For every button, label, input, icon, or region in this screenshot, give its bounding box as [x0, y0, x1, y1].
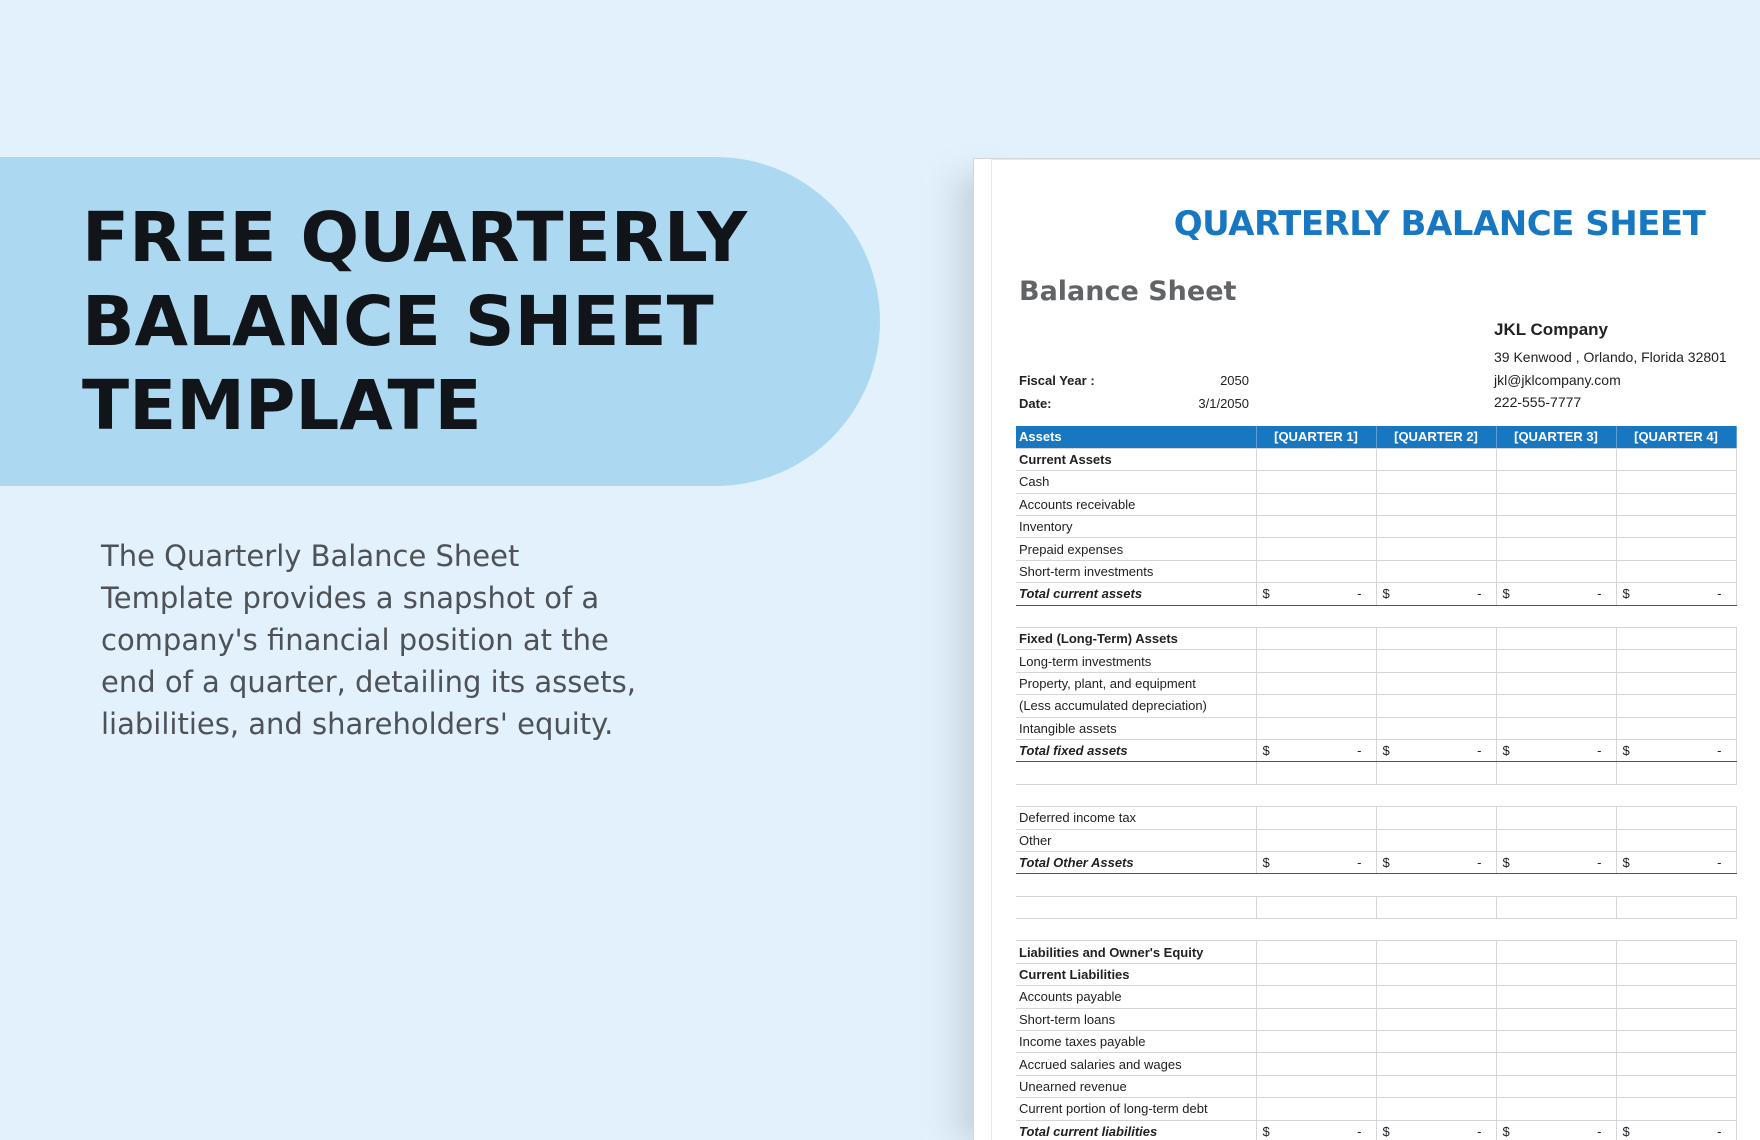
currency-symbol: $	[1262, 586, 1270, 602]
empty-value-dash: -	[1597, 1123, 1602, 1139]
empty-value-dash: -	[1717, 854, 1722, 870]
currency-symbol: $	[1502, 854, 1510, 870]
table-row	[1016, 672, 1736, 694]
empty-value-dash: -	[1477, 742, 1482, 758]
quarter-cell	[1616, 762, 1736, 784]
quarter-cell	[1496, 1031, 1616, 1053]
hero-title-line: TEMPLATE	[82, 366, 482, 446]
table-row	[1016, 986, 1736, 1008]
total-value-cell	[1376, 851, 1496, 873]
spacer-cell	[1496, 784, 1616, 806]
total-value-cell	[1256, 1120, 1376, 1140]
quarter-cell	[1256, 448, 1376, 470]
spacer-cell	[1376, 605, 1496, 627]
total-value-cell	[1376, 739, 1496, 761]
currency-symbol: $	[1502, 742, 1510, 758]
company-phone: 222-555-7777	[1494, 394, 1582, 410]
quarter-cell	[1616, 1098, 1736, 1120]
description-line: Template provides a snapshot of a	[101, 581, 600, 615]
row-label	[1016, 896, 1256, 918]
table-row	[1016, 471, 1736, 493]
quarter-cell	[1616, 1031, 1736, 1053]
quarter-cell	[1376, 628, 1496, 650]
table-header	[1016, 426, 1736, 448]
total-value-cell	[1376, 583, 1496, 605]
quarter-cell	[1376, 986, 1496, 1008]
total-row	[1016, 583, 1736, 605]
description-line: company's financial position at the	[101, 623, 609, 657]
header-cell: Assets	[1016, 426, 1256, 448]
company-address: 39 Kenwood , Orlando, Florida 32801	[1494, 349, 1727, 365]
table-row	[1016, 1008, 1736, 1030]
quarter-cell	[1256, 986, 1376, 1008]
empty-value-dash: -	[1597, 854, 1602, 870]
currency-symbol: $	[1262, 854, 1270, 870]
total-label: Total fixed assets	[1016, 739, 1256, 761]
row-label: Income taxes payable	[1016, 1031, 1256, 1053]
table-row	[1016, 829, 1736, 851]
description-line: end of a quarter, detailing its assets,	[101, 665, 636, 699]
date-value: 3/1/2050	[1198, 396, 1249, 411]
total-value-cell	[1496, 583, 1616, 605]
sheet-title: QUARTERLY BALANCE SHEET	[1173, 204, 1706, 244]
header-cell: [QUARTER 1]	[1256, 426, 1376, 448]
empty-value-dash: -	[1477, 1123, 1482, 1139]
currency-symbol: $	[1622, 854, 1630, 870]
currency-symbol: $	[1622, 586, 1630, 602]
quarter-cell	[1496, 829, 1616, 851]
row-label: Unearned revenue	[1016, 1075, 1256, 1097]
quarter-cell	[1256, 516, 1376, 538]
row-label: Inventory	[1016, 516, 1256, 538]
fiscal-year-row	[1019, 369, 1249, 392]
quarter-cell	[1496, 963, 1616, 985]
total-label: Total current assets	[1016, 583, 1256, 605]
quarter-cell	[1496, 986, 1616, 1008]
quarter-cell	[1256, 471, 1376, 493]
row-label: Cash	[1016, 471, 1256, 493]
quarter-cell	[1376, 941, 1496, 963]
sheet-subtitle: Balance Sheet	[1019, 276, 1237, 307]
section-label-row	[1016, 448, 1736, 470]
spacer-cell	[1016, 605, 1256, 627]
quarter-cell	[1496, 538, 1616, 560]
quarter-cell	[1376, 896, 1496, 918]
spacer-cell	[1256, 919, 1376, 941]
currency-symbol: $	[1382, 854, 1390, 870]
table-row	[1016, 538, 1736, 560]
description-line: The Quarterly Balance Sheet	[101, 539, 520, 573]
row-label: Short-term investments	[1016, 560, 1256, 582]
quarter-cell	[1256, 762, 1376, 784]
quarter-cell	[1376, 493, 1496, 515]
section-label-row	[1016, 963, 1736, 985]
total-label: Total current liabilities	[1016, 1120, 1256, 1140]
quarter-cell	[1496, 650, 1616, 672]
quarter-cell	[1496, 695, 1616, 717]
hero-description	[101, 535, 701, 745]
quarter-cell	[1616, 650, 1736, 672]
quarter-cell	[1256, 1075, 1376, 1097]
row-label: Current Assets	[1016, 448, 1256, 470]
total-value-cell	[1616, 1120, 1736, 1140]
total-row	[1016, 739, 1736, 761]
table-row	[1016, 807, 1736, 829]
quarter-cell	[1376, 516, 1496, 538]
currency-symbol: $	[1382, 1123, 1390, 1139]
quarter-cell	[1496, 896, 1616, 918]
quarter-cell	[1496, 448, 1616, 470]
quarter-cell	[1496, 1098, 1616, 1120]
hero-title-line: BALANCE SHEET	[82, 282, 714, 362]
spacer-row	[1016, 874, 1736, 896]
quarter-cell	[1376, 1075, 1496, 1097]
row-label: Accrued salaries and wages	[1016, 1053, 1256, 1075]
currency-symbol: $	[1382, 586, 1390, 602]
quarter-cell	[1256, 941, 1376, 963]
total-value-cell	[1256, 583, 1376, 605]
spacer-cell	[1496, 874, 1616, 896]
company-name: JKL Company	[1494, 320, 1608, 339]
row-label: Long-term investments	[1016, 650, 1256, 672]
description-line: liabilities, and shareholders' equity.	[101, 707, 614, 741]
quarter-cell	[1616, 448, 1736, 470]
total-row	[1016, 1120, 1736, 1140]
total-value-cell	[1376, 1120, 1496, 1140]
quarter-cell	[1616, 628, 1736, 650]
date-label: Date:	[1019, 396, 1052, 411]
quarter-cell	[1616, 516, 1736, 538]
quarter-cell	[1616, 672, 1736, 694]
quarter-cell	[1616, 471, 1736, 493]
section-label-row	[1016, 941, 1736, 963]
table-row	[1016, 650, 1736, 672]
row-label: Intangible assets	[1016, 717, 1256, 739]
quarter-cell	[1496, 628, 1616, 650]
quarter-cell	[1496, 1075, 1616, 1097]
sheet-page	[991, 159, 1760, 1140]
quarter-cell	[1256, 1031, 1376, 1053]
total-value-cell	[1616, 583, 1736, 605]
empty-value-dash: -	[1717, 1123, 1722, 1139]
quarter-cell	[1256, 1008, 1376, 1030]
quarter-cell	[1256, 1098, 1376, 1120]
empty-value-dash: -	[1357, 1123, 1362, 1139]
quarter-cell	[1256, 672, 1376, 694]
quarter-cell	[1616, 829, 1736, 851]
quarter-cell	[1616, 695, 1736, 717]
hero-title-line: FREE QUARTERLY	[82, 198, 748, 278]
quarter-cell	[1616, 986, 1736, 1008]
spacer-row	[1016, 605, 1736, 627]
quarter-cell	[1496, 560, 1616, 582]
table-row	[1016, 560, 1736, 582]
total-value-cell	[1496, 1120, 1616, 1140]
quarter-cell	[1616, 538, 1736, 560]
quarter-cell	[1496, 762, 1616, 784]
table-row	[1016, 493, 1736, 515]
empty-value-dash: -	[1597, 742, 1602, 758]
spacer-cell	[1016, 874, 1256, 896]
currency-symbol: $	[1262, 742, 1270, 758]
quarter-cell	[1616, 963, 1736, 985]
total-value-cell	[1616, 739, 1736, 761]
row-label: Accounts payable	[1016, 986, 1256, 1008]
row-label: Accounts receivable	[1016, 493, 1256, 515]
row-label: Short-term loans	[1016, 1008, 1256, 1030]
company-block	[1494, 320, 1727, 414]
quarter-cell	[1616, 717, 1736, 739]
currency-symbol: $	[1502, 586, 1510, 602]
quarter-cell	[1376, 717, 1496, 739]
quarter-cell	[1376, 560, 1496, 582]
balance-sheet-table	[1016, 426, 1737, 1140]
empty-value-dash: -	[1477, 586, 1482, 602]
empty-row	[1016, 896, 1736, 918]
currency-symbol: $	[1622, 1123, 1630, 1139]
quarter-cell	[1256, 896, 1376, 918]
row-label: Deferred income tax	[1016, 807, 1256, 829]
meta-block	[1019, 369, 1249, 415]
quarter-cell	[1256, 807, 1376, 829]
date-row	[1019, 392, 1249, 415]
quarter-cell	[1496, 471, 1616, 493]
quarter-cell	[1616, 807, 1736, 829]
quarter-cell	[1616, 1008, 1736, 1030]
company-email: jkl@jklcompany.com	[1494, 371, 1621, 388]
table-row	[1016, 1053, 1736, 1075]
table-row	[1016, 695, 1736, 717]
total-value-cell	[1496, 739, 1616, 761]
quarter-cell	[1616, 1075, 1736, 1097]
hero-title	[82, 196, 747, 448]
quarter-cell	[1616, 896, 1736, 918]
quarter-cell	[1616, 941, 1736, 963]
quarter-cell	[1376, 807, 1496, 829]
empty-value-dash: -	[1717, 586, 1722, 602]
quarter-cell	[1256, 560, 1376, 582]
spacer-cell	[1376, 919, 1496, 941]
quarter-cell	[1376, 1031, 1496, 1053]
quarter-cell	[1496, 493, 1616, 515]
quarter-cell	[1496, 807, 1616, 829]
quarter-cell	[1256, 628, 1376, 650]
row-label: Current Liabilities	[1016, 963, 1256, 985]
quarter-cell	[1376, 650, 1496, 672]
quarter-cell	[1376, 448, 1496, 470]
spacer-cell	[1016, 784, 1256, 806]
row-label: Fixed (Long-Term) Assets	[1016, 628, 1256, 650]
table-row	[1016, 1098, 1736, 1120]
empty-row	[1016, 762, 1736, 784]
spacer-row	[1016, 919, 1736, 941]
empty-value-dash: -	[1717, 742, 1722, 758]
row-label: Property, plant, and equipment	[1016, 672, 1256, 694]
quarter-cell	[1256, 650, 1376, 672]
quarter-cell	[1376, 1008, 1496, 1030]
quarter-cell	[1376, 471, 1496, 493]
header-cell: [QUARTER 4]	[1616, 426, 1736, 448]
spacer-cell	[1376, 874, 1496, 896]
currency-symbol: $	[1502, 1123, 1510, 1139]
quarter-cell	[1496, 1008, 1616, 1030]
quarter-cell	[1256, 1053, 1376, 1075]
quarter-cell	[1256, 717, 1376, 739]
row-label: Liabilities and Owner's Equity	[1016, 941, 1256, 963]
quarter-cell	[1256, 963, 1376, 985]
quarter-cell	[1496, 717, 1616, 739]
quarter-cell	[1256, 493, 1376, 515]
empty-value-dash: -	[1597, 586, 1602, 602]
row-label: Other	[1016, 829, 1256, 851]
quarter-cell	[1376, 695, 1496, 717]
header-cell: [QUARTER 3]	[1496, 426, 1616, 448]
table-row	[1016, 516, 1736, 538]
quarter-cell	[1376, 538, 1496, 560]
quarter-cell	[1496, 941, 1616, 963]
fiscal-year-value: 2050	[1220, 373, 1249, 388]
fiscal-year-label: Fiscal Year :	[1019, 373, 1095, 388]
quarter-cell	[1376, 1098, 1496, 1120]
empty-value-dash: -	[1357, 854, 1362, 870]
spacer-cell	[1256, 784, 1376, 806]
spacer-row	[1016, 784, 1736, 806]
section-label-row	[1016, 628, 1736, 650]
empty-value-dash: -	[1357, 586, 1362, 602]
quarter-cell	[1496, 516, 1616, 538]
table-row	[1016, 1031, 1736, 1053]
currency-symbol: $	[1622, 742, 1630, 758]
header-cell: [QUARTER 2]	[1376, 426, 1496, 448]
total-label: Total Other Assets	[1016, 851, 1256, 873]
quarter-cell	[1496, 1053, 1616, 1075]
table-row	[1016, 717, 1736, 739]
quarter-cell	[1256, 695, 1376, 717]
empty-value-dash: -	[1477, 854, 1482, 870]
row-label: Prepaid expenses	[1016, 538, 1256, 560]
quarter-cell	[1376, 672, 1496, 694]
empty-value-dash: -	[1357, 742, 1362, 758]
quarter-cell	[1616, 493, 1736, 515]
quarter-cell	[1496, 672, 1616, 694]
quarter-cell	[1616, 560, 1736, 582]
row-label	[1016, 762, 1256, 784]
spacer-cell	[1256, 874, 1376, 896]
spacer-cell	[1616, 784, 1736, 806]
quarter-cell	[1376, 829, 1496, 851]
total-value-cell	[1496, 851, 1616, 873]
total-value-cell	[1256, 851, 1376, 873]
spacer-cell	[1496, 919, 1616, 941]
quarter-cell	[1256, 829, 1376, 851]
spacer-cell	[1616, 605, 1736, 627]
currency-symbol: $	[1382, 742, 1390, 758]
quarter-cell	[1376, 762, 1496, 784]
row-label: (Less accumulated depreciation)	[1016, 695, 1256, 717]
spacer-cell	[1616, 874, 1736, 896]
sheet-preview	[973, 158, 1760, 1140]
spacer-cell	[1376, 784, 1496, 806]
quarter-cell	[1376, 963, 1496, 985]
row-label: Current portion of long-term debt	[1016, 1098, 1256, 1120]
quarter-cell	[1376, 1053, 1496, 1075]
table-row	[1016, 1075, 1736, 1097]
spacer-cell	[1016, 919, 1256, 941]
spacer-cell	[1616, 919, 1736, 941]
spacer-cell	[1496, 605, 1616, 627]
quarter-cell	[1616, 1053, 1736, 1075]
quarter-cell	[1256, 538, 1376, 560]
spacer-cell	[1256, 605, 1376, 627]
total-value-cell	[1256, 739, 1376, 761]
total-value-cell	[1616, 851, 1736, 873]
currency-symbol: $	[1262, 1123, 1270, 1139]
total-row	[1016, 851, 1736, 873]
